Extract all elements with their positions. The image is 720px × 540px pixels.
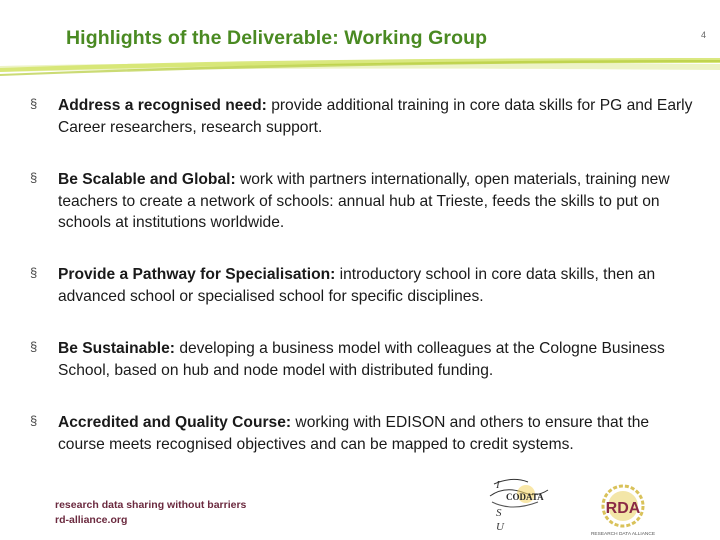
rda-logo-icon: [586, 482, 660, 538]
rda-logo-subtext: RESEARCH DATA ALLIANCE: [590, 532, 656, 537]
bullet-marker: §: [30, 96, 38, 111]
bullet-text: [58, 338, 698, 381]
bullet-lead: Address a recognised need:: [58, 97, 267, 114]
svg-text:S: S: [496, 507, 502, 519]
bullet-text: [58, 169, 698, 234]
bullet-lead: Be Sustainable:: [58, 340, 175, 357]
bullet-marker: §: [30, 413, 38, 428]
footer-tagline: research data sharing without barriers: [55, 499, 247, 511]
footer-url: rd-alliance.org: [55, 514, 128, 526]
svg-text:U: U: [496, 521, 504, 533]
bullet-text: [58, 412, 698, 455]
bullet-body: provide additional training in core data skills for PG and Early Career researchers, research support.: [58, 97, 693, 136]
svg-text:I: I: [496, 479, 500, 491]
bullet-body: developing a business model with colleagues at the Cologne Business School, based on hub and node model with distributed funding.: [58, 340, 665, 379]
bullet-lead: Be Scalable and Global:: [58, 171, 236, 188]
bullet-text: [58, 264, 698, 307]
bullet-body: work with partners internationally, open materials, training new teachers to create a network of schools: annual hub at Trieste, feeds the skills to put on schools at institutions worldwide.: [58, 171, 670, 231]
bullet-text: [58, 95, 698, 138]
page-number: 4: [700, 30, 706, 40]
bullet-lead: Accredited and Quality Course:: [58, 414, 292, 431]
bullet-lead: Provide a Pathway for Specialisation:: [58, 266, 336, 283]
bullet-marker: §: [30, 265, 38, 280]
header-swoosh: [0, 44, 720, 84]
rda-logo-text: RDA: [605, 500, 641, 517]
slide-title: Highlights of the Deliverable: Working Group: [66, 27, 488, 49]
codata-logo-icon: [482, 472, 562, 534]
bullet-body: working with EDISON and others to ensure that the course meets recognised objectives and can be mapped to credit systems.: [58, 414, 650, 453]
bullet-marker: §: [30, 339, 38, 354]
bullet-body: introductory school in core data skills, then an advanced school or specialised school for specific disciplines.: [58, 266, 656, 305]
codata-logo-text: CODATA: [506, 492, 544, 502]
bullet-marker: §: [30, 170, 38, 185]
